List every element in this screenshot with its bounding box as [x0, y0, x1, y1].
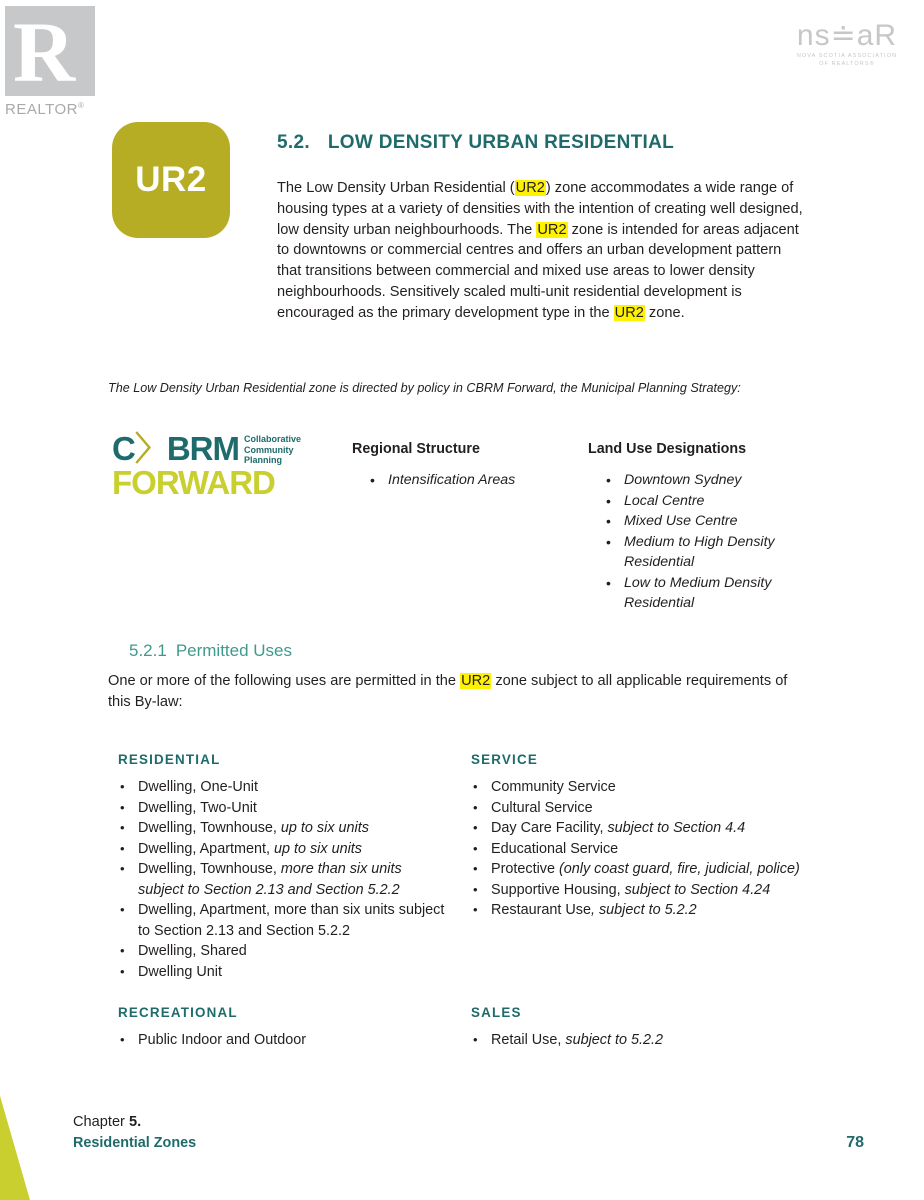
subsection-title: Permitted Uses	[175, 641, 293, 660]
section-number: 5.2.	[277, 132, 310, 153]
list-item: • Intensification Areas	[388, 470, 570, 491]
cbrm-logo-brm: BRM	[166, 430, 239, 467]
cbrm-logo-row-2: FORWARD	[112, 464, 275, 501]
category-list	[118, 777, 448, 982]
list-item	[138, 900, 448, 941]
list-item	[138, 962, 448, 983]
subsection-heading	[129, 641, 292, 661]
list-item	[138, 941, 448, 962]
list-item-text: Retail Use,	[491, 1032, 566, 1048]
page-number: 78	[846, 1134, 864, 1151]
list-item	[138, 859, 448, 900]
list-item: • Mixed Use Centre	[624, 511, 816, 532]
list-item-text: Dwelling, Shared	[138, 943, 247, 959]
realtor-label-text: REALTOR	[5, 101, 78, 118]
footer-chapter-number: 5.	[128, 1114, 142, 1130]
intro-text-3: zone is intended for areas adjacent to downtowns or commercial centres and offers an urban development pattern that transitions between commercial and mixed use areas to lower density neighbourhoods. Sensitively scaled multi-unit residential development is encouraged as the primary development type in the	[277, 221, 799, 321]
footer-chapter	[73, 1112, 196, 1154]
permitted-text-1: One or more of the following uses are permitted in the	[108, 673, 461, 689]
list-item-note: subject to Section 4.4	[607, 820, 746, 836]
list-item-text: Dwelling Unit	[138, 963, 222, 980]
realtor-registered-mark: ®	[77, 101, 85, 110]
list-item-note: up to six units	[280, 820, 369, 836]
nsar-logo-subtitle-1: NOVA SCOTIA ASSOCIATION	[796, 53, 898, 59]
list-item-note: up to six units	[273, 840, 362, 857]
category-title: RECREATIONAL	[118, 1005, 238, 1020]
realtor-label	[5, 101, 84, 118]
permitted-highlight: UR2	[461, 673, 491, 689]
list-item	[491, 859, 811, 880]
policy-reference-line: The Low Density Urban Residential zone is directed by policy in CBRM Forward, the Municipal Planning Strategy:	[108, 381, 741, 395]
list-item	[491, 880, 811, 901]
list-item-text: Supportive Housing,	[491, 881, 625, 898]
category-title: SERVICE	[471, 752, 538, 767]
list-item-text: Dwelling, Townhouse,	[138, 861, 281, 877]
list-item-text: Dwelling, Apartment, more than six units subject to Section 2.13 and Section 5.2.2	[138, 902, 445, 939]
regional-structure-heading: Regional Structure	[352, 441, 480, 457]
zone-code-badge: UR2	[112, 122, 230, 238]
cbrm-logo-tagline	[244, 434, 301, 466]
list-item-note: subject to Section 4.24	[624, 881, 771, 898]
category-residential	[118, 752, 448, 982]
cbrm-logo-swoosh-icon: 〉	[134, 430, 167, 467]
list-item	[138, 1030, 448, 1051]
list-item-note: subject to 5.2.2	[565, 1032, 663, 1048]
cbrm-tagline-line-1: Collaborative	[244, 434, 302, 444]
list-item	[491, 777, 811, 798]
intro-text-4: zone.	[644, 304, 685, 321]
subsection-number: 5.2.1	[129, 641, 167, 660]
intro-highlight-3: UR2	[614, 304, 644, 321]
list-item-text: Restaurant Use	[491, 902, 591, 918]
category-service	[471, 752, 811, 921]
category-list	[471, 1030, 811, 1051]
list-item	[491, 900, 811, 921]
nsar-logo-wordmark: ns≐aR	[796, 19, 898, 52]
list-item: • Medium to High Density Residential	[624, 532, 816, 573]
intro-highlight-1: UR2	[515, 180, 545, 196]
list-item	[491, 1030, 811, 1051]
list-item-text: Protective	[491, 861, 559, 877]
intro-highlight-2: UR2	[537, 221, 567, 238]
list-item	[138, 818, 448, 839]
list-item-text: Public Indoor and Outdoor	[138, 1032, 307, 1048]
category-sales	[471, 1005, 811, 1051]
list-item-text: Dwelling, Two-Unit	[138, 799, 257, 816]
category-recreational	[118, 1005, 448, 1051]
realtor-letter: R	[13, 4, 74, 100]
list-item: • Downtown Sydney	[624, 470, 816, 491]
cbrm-tagline-line-2: Community	[244, 444, 294, 455]
cbrm-forward-logo	[112, 432, 327, 512]
list-item-note: more than six units subject to Section 2.13 and Section 5.2.2	[138, 861, 402, 898]
list-item	[138, 798, 448, 819]
list-item-text: Cultural Service	[491, 799, 593, 816]
section-intro-paragraph	[277, 178, 805, 324]
nsar-logo	[782, 20, 912, 68]
category-list	[118, 1030, 448, 1051]
intro-text-1: The Low Density Urban Residential (	[277, 180, 515, 196]
list-item-text: Educational Service	[491, 840, 619, 857]
intro-text-2: ) zone accommodates a wide range of housing types at a variety of densities with the intention of creating well designed, low density urban neighbourhoods. The	[277, 180, 803, 238]
nsar-logo-subtitle-2: OF REALTORS®	[819, 61, 875, 67]
list-item	[138, 839, 448, 860]
land-use-designations-list	[606, 470, 816, 614]
list-item: • Local Centre	[624, 491, 816, 512]
category-list	[471, 777, 811, 921]
footer-chapter-subtitle: Residential Zones	[73, 1135, 197, 1151]
list-item	[491, 818, 811, 839]
list-item-text: Day Care Facility,	[491, 820, 608, 836]
land-use-designations-heading: Land Use Designations	[588, 441, 747, 457]
list-item	[491, 798, 811, 819]
footer-corner-decoration	[0, 1080, 42, 1200]
list-item-text: Dwelling, Townhouse,	[138, 820, 281, 836]
list-item-text: Dwelling, Apartment,	[138, 840, 274, 857]
cbrm-tagline-line-3: Planning	[244, 455, 282, 465]
list-item-text: Dwelling, One-Unit	[138, 779, 258, 795]
list-item	[138, 777, 448, 798]
category-title: SALES	[471, 1005, 522, 1020]
permitted-text-2: zone subject to all applicable requirements of this By-law:	[108, 673, 788, 710]
list-item-text: Community Service	[491, 779, 616, 795]
category-title: RESIDENTIAL	[118, 752, 221, 767]
footer-chapter-label: Chapter	[73, 1114, 129, 1130]
list-item-note: (only coast guard, fire, judicial, police)	[558, 861, 800, 877]
footer-chapter-line	[73, 1112, 196, 1133]
regional-structure-list	[370, 470, 570, 491]
list-item	[491, 839, 811, 860]
section-title: LOW DENSITY URBAN RESIDENTIAL	[327, 132, 675, 153]
section-heading	[277, 132, 674, 154]
list-item: • Low to Medium Density Residential	[624, 573, 816, 614]
permitted-uses-paragraph	[108, 671, 808, 713]
cbrm-logo-c: C	[112, 430, 135, 467]
footer-triangle-icon	[0, 1082, 30, 1200]
list-item-note: , subject to 5.2.2	[590, 902, 697, 918]
realtor-logo	[5, 6, 111, 118]
